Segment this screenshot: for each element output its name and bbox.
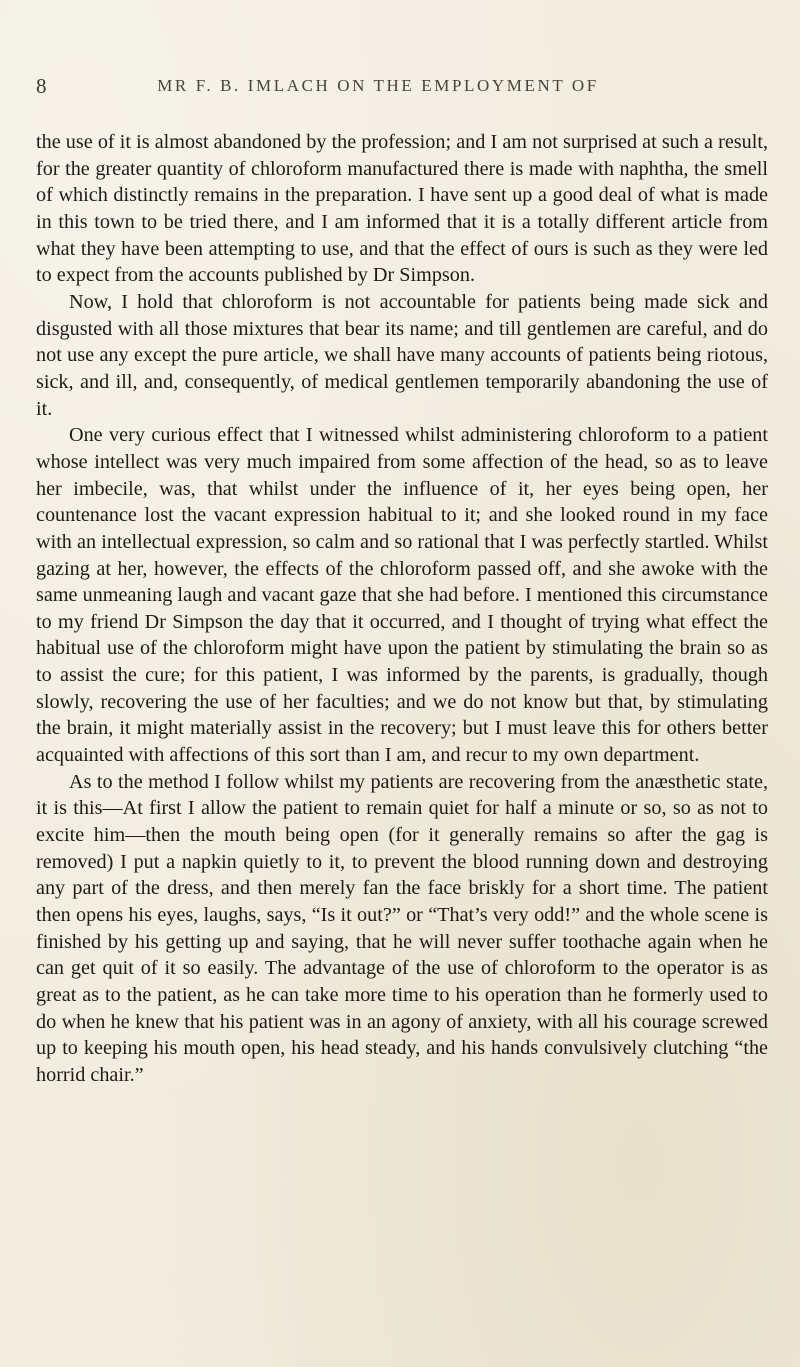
page-header bbox=[36, 74, 720, 104]
paragraph: One very curious effect that I witnessed whilst administering chloroform to a patient whose intellect was very much impaired from some affection of the head, so as to leave her imbecile, was, that whilst under the influence of it, her eyes being open, her countenance lost the vacant expression habitual to it; and she looked round in my face with an intellectual expression, so calm and so rational that I was perfectly startled. Whilst gazing at her, however, the effects of the chloroform passed off, and she awoke with the same unmeaning laugh and vacant gaze that she had before. I mentioned this circumstance to my friend Dr Simpson the day that it occurred, and I thought of trying what effect the habitual use of the chloroform might have upon the patient by stimulating the brain so as to assist the cure; for this patient, I was informed by the parents, is gradually, though slowly, recovering the use of her faculties; and we do not know but that, by stimulating the brain, it might materially assist in the recovery; but I must leave this for others better acquainted with affections of this sort than I am, and recur to my own department. bbox=[36, 424, 768, 767]
running-head: MR F. B. IMLACH ON THE EMPLOYMENT OF bbox=[157, 76, 599, 95]
body-text bbox=[36, 129, 768, 1089]
page-number: 8 bbox=[36, 74, 47, 98]
paragraph: As to the method I follow whilst my patients are recovering from the anæsthetic state, it is this—At first I allow the patient to remain quiet for half a minute or so, so as not to excite him—then the mouth being open (for it generally remains so after the gag is removed) I put a napkin quietly to it, to prevent the blood running down and destroying any part of the dress, and then merely fan the face briskly for a short time. The patient then opens his eyes, laughs, says, “Is it out?” or “That’s very odd!” and the whole scene is finished by his getting up and saying, that he will never suffer toothache again when he can get quit of it so easily. The advantage of the use of chloroform to the operator is as great as to the patient, as he can take more time to his operation than he formerly used to do when he knew that his patient was in an agony of anxiety, with all his courage screwed up to keeping his mouth open, his head steady, and his hands convulsively clutching “the horrid chair.” bbox=[36, 770, 768, 1086]
paragraph-continued: the use of it is almost abandoned by the profession; and I am not surprised at such a result, for the greater quantity of chloroform manufactured there is made with naphtha, the smell of which distinctly remains in the preparation. I have sent up a good deal of what is made in this town to be tried there, and I am informed that it is a totally different article from what they have been attempting to use, and that the effect of ours is such as they were led to expect from the accounts published by Dr Simpson. bbox=[36, 131, 768, 287]
paragraph: Now, I hold that chloroform is not accountable for patients being made sick and disgusted with all those mixtures that bear its name; and till gentlemen are careful, and do not use any except the pure article, we shall have many accounts of patients being riotous, sick, and ill, and, consequently, of medical gentlemen temporarily abandoning the use of it. bbox=[36, 290, 768, 420]
